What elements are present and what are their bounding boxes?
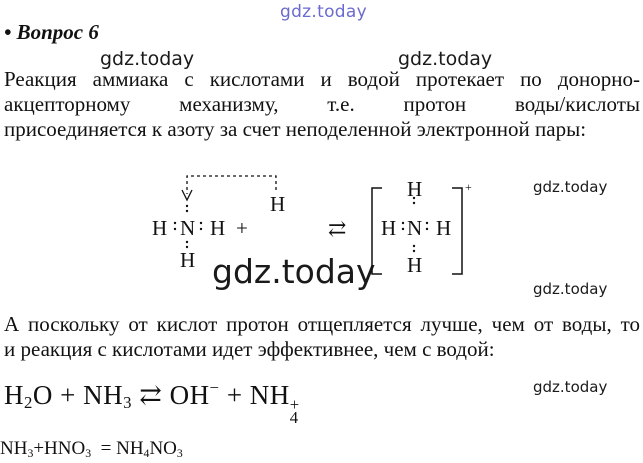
- charge-plus: +: [465, 180, 472, 194]
- question-heading: • Вопрос 6: [4, 20, 99, 44]
- formula-no3: NO: [149, 438, 177, 459]
- atom-h: H: [210, 216, 226, 240]
- subscript: 3: [85, 446, 92, 460]
- atom-h: H: [152, 216, 168, 240]
- formula-nh3: NH: [0, 438, 28, 459]
- superscript: −: [209, 378, 220, 398]
- plus-sign: +: [226, 380, 243, 410]
- watermark: gdz.today: [533, 178, 608, 196]
- watermark-top: gdz.today: [280, 2, 367, 22]
- formula-nh4: NH: [116, 438, 144, 459]
- atom-n: N: [407, 216, 423, 240]
- formula-hno3: +HNO: [33, 438, 86, 459]
- equation-water-ammonia: $H_2O + NH_3$ ⇄ OH− + NH + 4: [4, 378, 300, 428]
- atom-h: H: [180, 248, 196, 272]
- atom-h: H: [381, 216, 397, 240]
- watermark: gdz.today: [533, 280, 608, 298]
- formula-nh4: NH: [249, 380, 290, 410]
- watermark: gdz.today: [398, 48, 493, 70]
- watermark: gdz.today: [100, 48, 195, 70]
- formula-oh: OH: [169, 380, 210, 410]
- equilibrium-arrow: ⇄: [328, 216, 347, 241]
- atom-h: H: [407, 253, 423, 277]
- paragraph-line: акцепторному механизму, т.е. протон воды/кислоты: [4, 92, 640, 116]
- subscript: 3: [176, 446, 183, 460]
- watermark-large: gdz.today: [212, 252, 376, 291]
- paragraph-line: и реакция с кислотами идет эффективнее, чем с водой:: [4, 337, 495, 361]
- paragraph-comparison: [4, 312, 640, 362]
- paragraph-mechanism: [4, 67, 640, 142]
- bracket-right: [452, 188, 462, 274]
- atom-h: H: [407, 177, 423, 201]
- paragraph-line: присоединяется к азоту за счет неподеленной электронной пары:: [4, 117, 587, 141]
- diagram-lines: [0, 160, 643, 280]
- plus-sign: +: [236, 216, 248, 240]
- formula-o: O: [32, 380, 53, 410]
- dashed-arrow-line: [187, 176, 276, 194]
- equation-nitric-acid: [0, 438, 183, 460]
- subscript: 3: [27, 446, 34, 460]
- atom-n: N: [180, 216, 196, 240]
- formula-nh3: NH: [83, 380, 124, 410]
- subscript: 3: [123, 393, 132, 413]
- atom-h: H: [436, 216, 452, 240]
- formula-h: H: [4, 380, 24, 410]
- subscript: 4: [143, 446, 150, 460]
- paragraph-line: Реакция аммиака с кислотами и водой протекает по донорно-: [4, 67, 640, 91]
- lewis-diagram: [0, 160, 643, 280]
- paragraph-line: А поскольку от кислот протон отщепляется лучше, чем от воды, то: [4, 312, 640, 336]
- equilibrium-arrow: ⇄: [139, 380, 163, 410]
- plus-sign: +: [60, 380, 76, 410]
- equals-sign: =: [100, 438, 112, 459]
- watermark: gdz.today: [533, 378, 608, 396]
- arrow-head: [182, 190, 192, 200]
- proton-h: H: [270, 192, 286, 216]
- subscript: 2: [24, 393, 33, 413]
